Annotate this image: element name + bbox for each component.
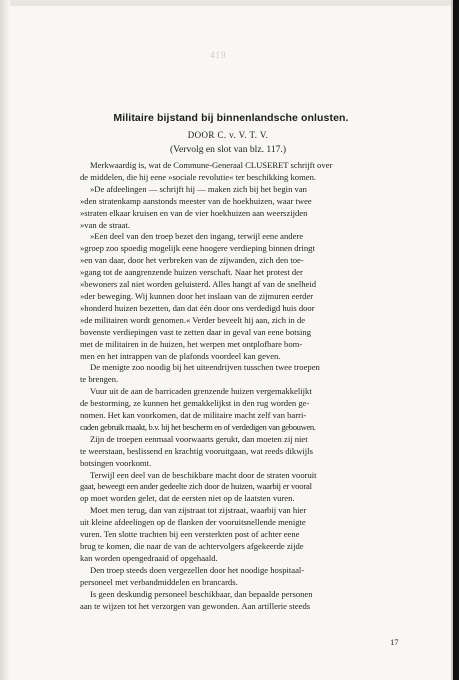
text-line: aan te wijzen tot het verzorgen van gewonden. Aan artillerie steeds: [80, 600, 311, 611]
page-number: 17: [390, 637, 399, 647]
text-line: brug te komen, die naar de van de achtervolgers afgekeerde zijde: [80, 541, 304, 551]
text-line: gaat, beweegt een ander gedeelte zich door de huizen, waarbij er vooral: [80, 481, 312, 492]
text-line: Zijn de troepen eenmaal voorwaarts gerukt, dan moeten zij niet: [90, 433, 308, 444]
article-title: Militaire bijstand bij binnenlandsche onlusten.: [113, 112, 349, 124]
scan-shadow-left: [0, 0, 10, 680]
text-line: men en het intrappen van de plafonds voordeel kan geven.: [80, 350, 281, 361]
text-line: »van de straat.: [80, 219, 130, 230]
text-line: personeel met verbandmiddelen en brancards.: [80, 576, 238, 587]
text-line: »en van daar, door het verbreken van de zijwanden, zich den toe-: [80, 255, 304, 266]
text-line: de bestorming, ze kunnen het gemakkelijkst in den rug worden ge-: [80, 398, 310, 409]
text-line: op moet worden gelet, dat de eersten niet op de laatsten vuren.: [80, 493, 295, 504]
author-name: C. v. V. T. V.: [217, 130, 269, 140]
article-subtitle: (Vervolg en slot van blz. 117.): [169, 144, 287, 155]
text-line: te weerstaan, beslissend en krachtig vooruitgaan, wat reeds dikwijls: [80, 445, 313, 456]
text-line: vuren. Ten slotte trachten bij een versterkten post of achter eene: [80, 529, 300, 540]
text-line: Terwijl een deel van de beschikbare macht door de straten vooruit: [90, 469, 317, 480]
text-line: »Een deel van den troep bezet den ingang, terwijl eene andere: [90, 231, 304, 242]
text-line: »gang tot de aangrenzende huizen verschaft. Naar het protest der: [80, 267, 303, 278]
text-line: »bewoners zal niet worden geluisterd. Alles hangt af van de snelheid: [80, 279, 317, 290]
text-line: Den troep steeds doen vergezellen door het noodige hospitaal-: [90, 564, 305, 575]
text-line: nomen. Het kan voorkomen, dat de militaire macht zelf van barri-: [80, 410, 307, 421]
scan-shadow-top: [0, 0, 459, 6]
body-text: [80, 160, 376, 612]
text-line: bovenste verdiepingen vast te zetten daar in geval van eene botsing: [80, 326, 311, 337]
text-line: »der beweging. Wij kunnen door het inslaan van de zijmuren eerder: [80, 290, 314, 301]
text-line: »den stratenkamp aanstonds meester van de hoekhuizen, waar twee: [80, 195, 312, 206]
article-body: [80, 112, 376, 612]
text-line: te brengen.: [80, 374, 119, 385]
text-line: uit kleine afdeelingen op de flanken der vooruitsnellende menigte: [80, 517, 306, 528]
text-line: Vuur uit de aan de barricaden grenzende huizen vergemakkelijkt: [90, 386, 312, 397]
text-line: Merkwaardig is, wat de Commune-Generaal CLUSERET schrijft over: [90, 160, 333, 170]
page-edge-dark: [453, 0, 459, 680]
text-line: kan worden opengedraaid of opgehaald.: [80, 552, 218, 563]
author-line: [80, 130, 376, 140]
text-line: de middelen, die hij eene »sociale revolutie« ter beschikking komen.: [80, 171, 317, 182]
text-line: »groep zoo spoedig mogelijk eene hoogere verdieping binnen dringt: [80, 243, 315, 254]
text-line: »De afdeelingen — schrijft hij — maken zich bij het begin van: [90, 183, 307, 194]
text-line: Moet men terug, dan van zijstraat tot zijstraat, waarbij van hier: [90, 505, 307, 516]
bleed-through-page-number: 419: [210, 50, 227, 60]
text-line: De menigte zoo noodig bij het uiteendrijven tusschen twee troepen: [90, 362, 320, 373]
text-line: »straten elkaar kruisen en van de vier hoekhuizen aan weerszijden: [80, 207, 308, 218]
text-line: Is geen deskundig personeel beschikbaar, dan bepaalde personen: [90, 588, 313, 599]
text-line: »honderd huizen bezetten, dan dat één door ons verdedigd huis door: [80, 302, 315, 313]
text-line: botsingen voorkomt.: [80, 457, 152, 468]
author-prefix: DOOR: [187, 130, 215, 140]
text-line: caden gebruik maakt, b.v. bij het bescherm en of verdedigen van gebouwen.: [80, 421, 316, 432]
text-line: met de militairen in de huizen, het werpen met ontplofbare bom-: [80, 338, 303, 349]
text-line: »de militairen wordt genomen.« Verder beveelt hij aan, zich in de: [80, 314, 306, 325]
